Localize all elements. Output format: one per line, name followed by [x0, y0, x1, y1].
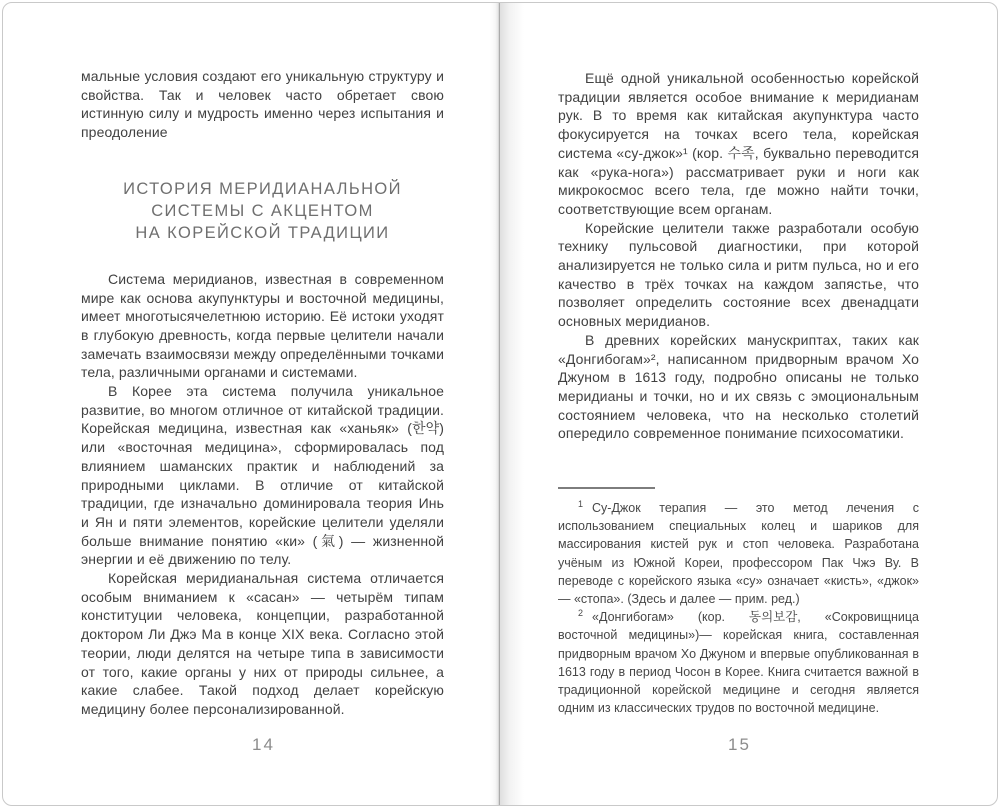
- page-number-right: 15: [728, 735, 751, 754]
- footnote-text: Су-Джок терапия — это метод лечения с использованием специальных колец и шариков для массирования кистей рук и стоп человека. Разработана учёным из Южной Кореи, профессором Пак Чжэ Ву. В переводе с корейского языка «су» означает «кисть», «джок» — «стопа». (Здесь и далее — прим. ред.): [558, 501, 919, 607]
- footnote-marker: 1: [578, 498, 584, 509]
- heading-line: СИСТЕМЫ С АКЦЕНТОМ: [151, 201, 374, 220]
- page-left: [3, 3, 500, 805]
- footnote-1: [558, 499, 919, 608]
- body-paragraph: Корейская меридианальная система отличается особым вниманием к «сасан» — четырём типам конституции человека, концепции, разработанной доктором Ли Джэ Ма в конце XIX века. Согласно этой теории, люди делятся на четыре типа в зависимости от того, какие органы у них от природы сильнее, а какие слабее. Такой подход делает корейскую медицину более персонализированной.: [81, 570, 444, 717]
- page-right: [500, 3, 997, 805]
- chapter-heading: [81, 178, 444, 244]
- heading-line: ИСТОРИЯ МЕРИДИАНАЛЬНОЙ: [123, 179, 402, 198]
- body-paragraph: В древних корейских манускриптах, таких как «Донгибогам»², написанном придворным врачом Хо Джуном в 1613 году, подробно описаны не только меридианы и точки, но и их связь с эмоциональным состоянием человека, что на несколько столетий опередило современное понимание психосоматики.: [558, 331, 919, 442]
- footnotes-section: [558, 487, 919, 717]
- page-gutter: [490, 3, 500, 805]
- body-paragraph: Корейские целители также разработали особую технику пульсовой диагностики, при которой анализируется не только сила и ритм пульса, но и его качество в трёх точках на каждом запястье, что позволяет определить состояние всех двенадцати основных меридианов.: [558, 219, 919, 330]
- footnote-marker: 2: [578, 608, 584, 619]
- page-number-left: 14: [252, 735, 275, 754]
- page-gutter: [500, 3, 524, 805]
- continuation-paragraph: мальные условия создают его уникальную структуру и свойства. Так и человек часто обретает свою истинную силу и мудрость именно через испытания и преодоление: [81, 68, 444, 141]
- body-paragraph: Система меридианов, известная в современном мире как основа акупунктуры и восточной медицины, имеет многотысячелетнюю историю. Её истоки уходят в глубокую древность, когда первые целители начали замечать взаимосвязи между определёнными точками тела, различными органами и системами.: [81, 270, 444, 381]
- body-paragraph: В Корее эта система получила уникальное развитие, во многом отличное от китайской традиции. Корейская медицина, известная как «ханьяк» (한약) или «восточная медицина», сформировалась под влиянием шаманских практик и наблюдений за природными циклами. В отличие от китайской традиции, где изначально доминировала теория Инь и Ян и пяти элементов, корейские целители уделяли больше внимание понятию «ки» (氣) — жизненной энергии и её движению по телу.: [81, 383, 444, 568]
- footnote-divider: [558, 487, 655, 489]
- body-paragraph: Ещё одной уникальной особенностью корейской традиции является особое внимание к меридианам рук. В то время как китайская акупунктура часто фокусируется на точках всего тела, корейская система «су-джок»¹ (кор. 수족, буквально переводится как «рука-нога») рассматривает руки и ноги как микрокосмос всего тела, где можно найти точки, соответствующие всем органам.: [558, 70, 919, 217]
- footnote-text: «Донгибогам» (кор. 동의보감, «Сокровищница восточной медицины»)— корейская книга, составленная придворным врачом Хо Джуном и впервые опубликованная в 1613 году в период Чосон в Корее. Книга считается важной в традиционной корейской медицине и сегодня является одним из классических трудов по восточной медицине.: [558, 610, 919, 716]
- book-spread: [2, 2, 998, 806]
- heading-line: НА КОРЕЙСКОЙ ТРАДИЦИИ: [135, 223, 390, 242]
- footnote-2: [558, 608, 919, 717]
